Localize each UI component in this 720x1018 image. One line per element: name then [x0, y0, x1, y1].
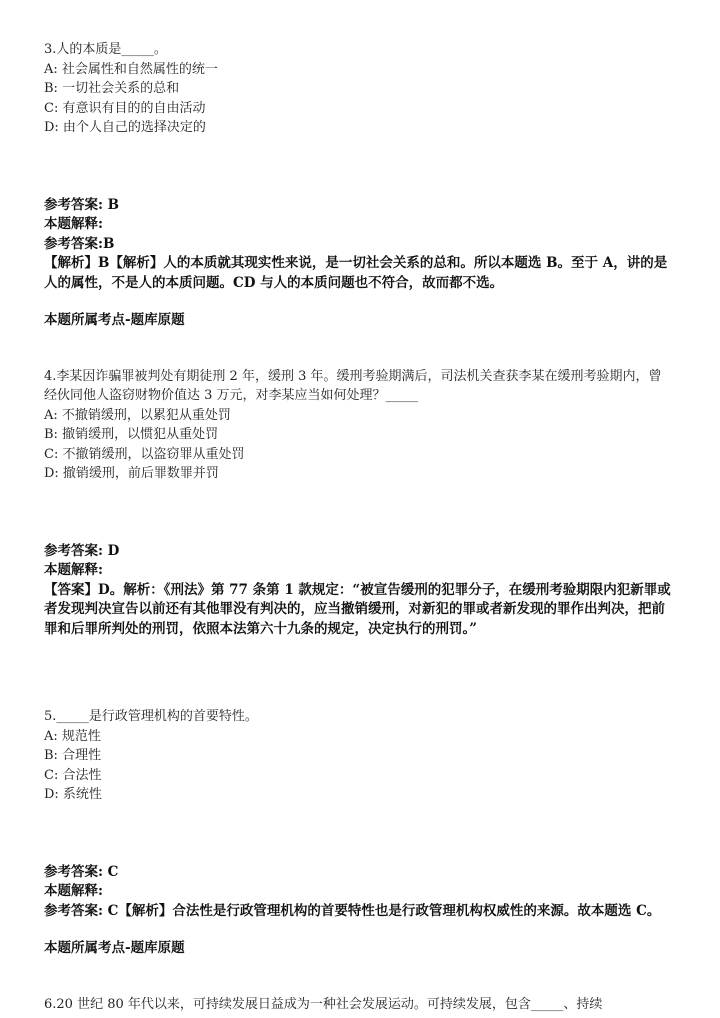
option-a: A: 社会属性和自然属性的统一 [44, 61, 218, 77]
source-label: 本题所属考点-题库原题 [44, 312, 185, 328]
option-a: A: 不撤销缓刑，以累犯从重处罚 [44, 407, 231, 423]
option-a: A: 规范性 [44, 728, 101, 744]
question-stem: 3.人的本质是_____。 [44, 42, 167, 57]
explanation-title: 本题解释: [44, 883, 103, 899]
question-stem: 5._____是行政管理机构的首要特性。 [44, 709, 258, 724]
question-6 [44, 995, 674, 1015]
question-4 [44, 367, 674, 640]
explanation-text: 【解析】B【解析】人的本质就其现实性来说，是一切社会关系的总和。所以本题选 B。至于 A，讲的是人的属性，不是人的本质问题。CD 与人的本质问题也不符合，故而都不选。 [44, 255, 668, 291]
question-stem: 6.20 世纪 80 年代以来，可持续发展日益成为一种社会发展运动。可持续发展，包含_____、持续 [44, 996, 603, 1012]
reference-answer: 参考答案: B [44, 196, 120, 213]
question-5 [44, 707, 674, 959]
option-c: C: 不撤销缓刑，以盗窃罪从重处罚 [44, 446, 245, 462]
explanation-title: 本题解释: [44, 562, 103, 578]
reference-answer: 参考答案: D [44, 542, 120, 559]
option-b: B: 撤销缓刑，以惯犯从重处罚 [44, 427, 219, 442]
reference-answer-repeat: 参考答案:B [44, 235, 115, 252]
explanation-title: 本题解释: [44, 216, 103, 232]
question-3 [44, 40, 674, 331]
explanation-text: 参考答案: C【解析】合法性是行政管理机构的首要特性也是行政管理机构权威性的来源。故本题选 C。 [44, 902, 661, 919]
option-c: C: 有意识有目的的自由活动 [44, 100, 206, 116]
option-b: B: 合理性 [44, 748, 102, 763]
reference-answer: 参考答案: C [44, 863, 119, 880]
source-label: 本题所属考点-题库原题 [44, 940, 185, 956]
option-b: B: 一切社会关系的总和 [44, 81, 180, 96]
option-d: D: 系统性 [44, 787, 102, 802]
explanation-text: 【答案】D。解析：《刑法》第 77 条第 1 款规定：“被宣告缓刑的犯罪分子，在缓刑考验期限内犯新罪或者发现判决宣告以前还有其他罪没有判决的，应当撤销缓刑，对新犯的罪或者新发现的罪作出判决，把前罪和后罪所判处的刑罚，依照本法第六十九条的规定，决定执行的刑罚。” [44, 581, 671, 637]
document-page [44, 40, 674, 1014]
option-d: D: 撤销缓刑，前后罪数罪并罚 [44, 466, 219, 481]
option-c: C: 合法性 [44, 767, 102, 783]
option-d: D: 由个人自己的选择决定的 [44, 120, 206, 135]
question-stem: 4.李某因诈骗罪被判处有期徒刑 2 年，缓刑 3 年。缓刑考验期满后，司法机关查获李某在缓刑考验期内，曾经伙同他人盗窃财物价值达 3 万元，对李某应当如何处理？_____ [44, 368, 662, 403]
